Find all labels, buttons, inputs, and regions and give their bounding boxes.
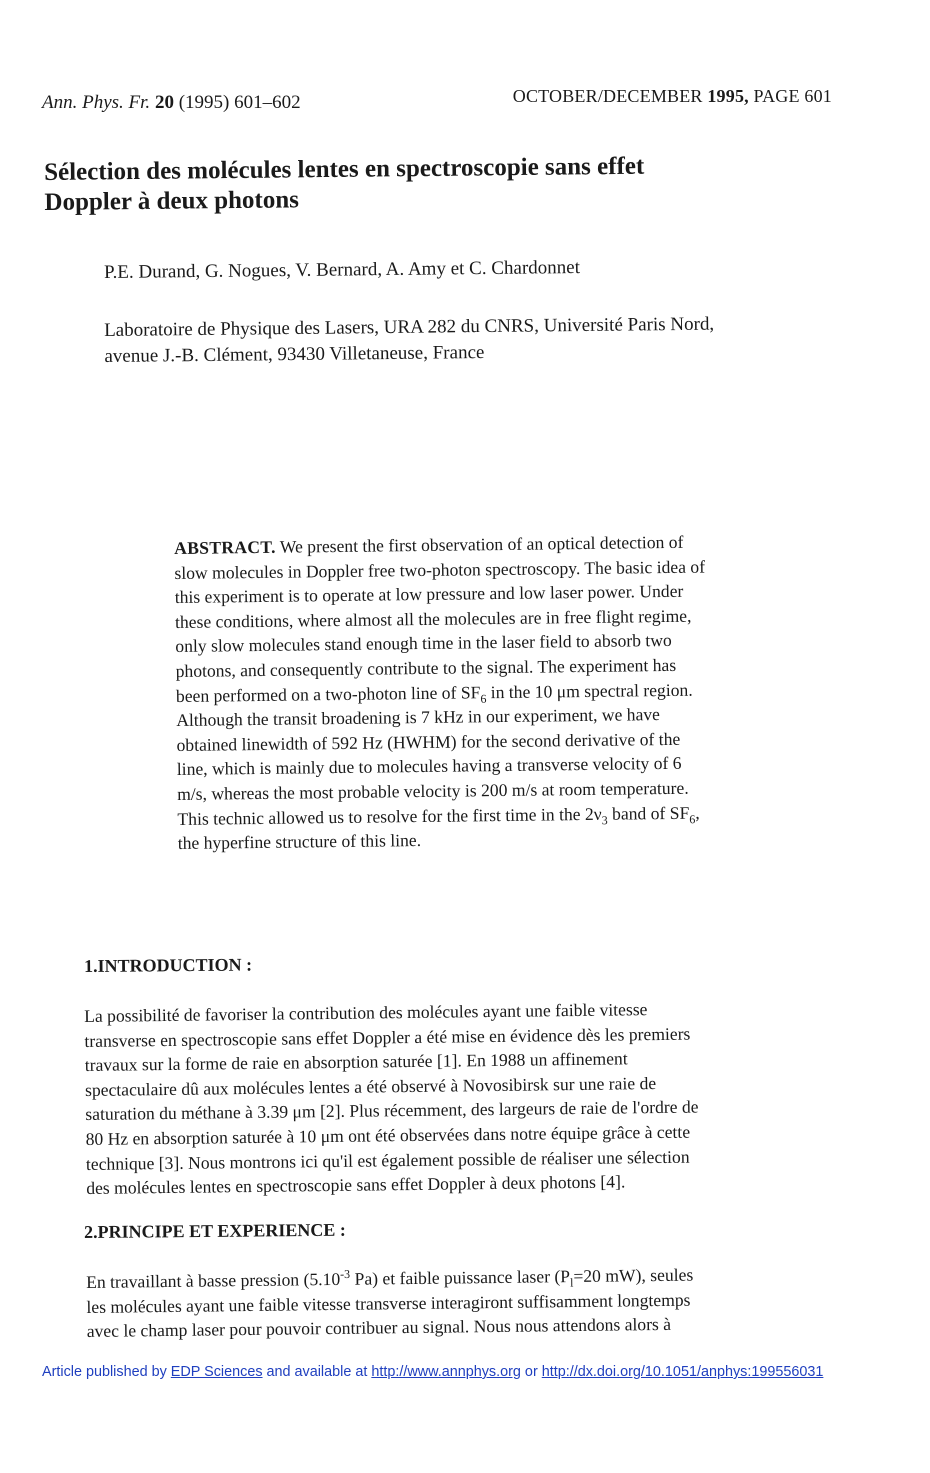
abstract-line: Although the transit broadening is 7 kHz in our experiment, we have bbox=[176, 704, 661, 731]
affiliation bbox=[104, 310, 865, 370]
affiliation-line-2: avenue J.-B. Clément, 93430 Villetaneuse, France bbox=[104, 342, 485, 367]
subscript: 6 bbox=[689, 811, 696, 826]
abstract-line: m/s, whereas the most probable velocity is 200 m/s at room temperature. bbox=[177, 777, 689, 804]
abstract-line: this experiment is to operate at low pressure and low laser power. Under bbox=[174, 580, 684, 608]
affiliation-line-1: Laboratoire de Physique des Lasers, URA 282 du CNRS, Université Paris Nord, bbox=[104, 313, 715, 341]
paragraph-line: travaux sur la forme de raie en absorption saturée [1]. En 1988 un affinement bbox=[84, 1048, 628, 1076]
superscript: -3 bbox=[340, 1266, 351, 1282]
abstract-line: photons, and consequently contribute to the signal. The experiment has bbox=[175, 654, 677, 681]
introduction-paragraph bbox=[84, 995, 836, 1201]
paragraph-line: En travaillant à basse pression ($5.10^{-3}$ Pa) et faible puissance laser ($P_l=20$ mW), seules bbox=[86, 1264, 694, 1292]
abstract-line: these conditions, where almost all the molecules are in free flight regime, bbox=[174, 605, 692, 632]
paragraph-line: spectaculaire dû aux molécules lentes a été observé à Novosibirsk sur une raie de bbox=[84, 1072, 657, 1100]
journal-year-pages: (1995) 601–602 bbox=[178, 92, 301, 113]
abstract bbox=[174, 528, 826, 856]
paragraph-line: saturation du méthane à 3.39 μm [2]. Plus récemment, des largeurs de raie de l'ordre de bbox=[85, 1096, 699, 1125]
paragraph-line: 80 Hz en absorption saturée à 10 μm ont été observées dans notre équipe grâce à cette bbox=[85, 1121, 691, 1149]
publisher-link[interactable]: EDP Sciences bbox=[170, 1364, 263, 1380]
paragraph-line: transverse en spectroscopie sans effet Doppler a été mise en évidence dès les premiers bbox=[84, 1023, 691, 1051]
abstract-line: ABSTRACT. We present the first observation of an optical detection of bbox=[174, 531, 684, 558]
abstract-line: obtained linewidth of 592 Hz (HWHM) for the second derivative of the bbox=[176, 728, 681, 755]
journal-citation bbox=[42, 92, 301, 114]
title-line-1: Sélection des molécules lentes en spectroscopie sans effet bbox=[44, 152, 645, 186]
abstract-line: line, which is mainly due to molecules having a transverse velocity of 6 bbox=[176, 753, 682, 780]
section-heading-introduction: 1.INTRODUCTION : bbox=[84, 954, 253, 976]
abstract-line: the hyperfine structure of this line. bbox=[177, 830, 422, 854]
title-line-2: Doppler à deux photons bbox=[44, 186, 300, 216]
journal-name: Ann. Phys. Fr. bbox=[42, 92, 151, 113]
subscript: l bbox=[570, 1275, 574, 1290]
paragraph-line: technique [3]. Nous montrons ici qu'il est également possible de réaliser une sélection bbox=[85, 1146, 690, 1174]
paper-title bbox=[44, 150, 845, 218]
paragraph-line: des molécules lentes en spectroscopie sans effet Doppler à deux photons [4]. bbox=[86, 1171, 626, 1199]
doi-link[interactable]: http://dx.doi.org/10.1051/anphys:199556031 bbox=[541, 1364, 824, 1380]
abstract-lead: ABSTRACT. bbox=[174, 536, 276, 558]
journal-url-link[interactable]: http://www.annphys.org bbox=[371, 1364, 521, 1380]
paragraph-line: avec le champ laser pour pouvoir contribuer au signal. Nous nous attendons alors à bbox=[86, 1314, 672, 1342]
issue-year: 1995, bbox=[707, 86, 749, 106]
section-heading-principe: 2.PRINCIPE ET EXPERIENCE : bbox=[84, 1219, 346, 1242]
subscript: 3 bbox=[601, 812, 608, 827]
abstract-line: This technic allowed us to resolve for the first time in the $2\nu_3$ band of $SF_6$, bbox=[177, 802, 700, 829]
paragraph-line: les molécules ayant une faible vitesse transverse interagiront suffisamment longtemps bbox=[86, 1289, 691, 1317]
abstract-line: been performed on a two-photon line of $SF_6$ in the 10 μm spectral region. bbox=[175, 679, 693, 706]
abstract-line: slow molecules in Doppler free two-photon spectroscopy. The basic idea of bbox=[174, 556, 706, 583]
paragraph-line: La possibilité de favoriser la contribution des molécules ayant une faible vitesse bbox=[84, 999, 648, 1026]
author-list: P.E. Durand, G. Nogues, V. Bernard, A. Amy et C. Chardonnet bbox=[104, 257, 581, 283]
issue-info bbox=[513, 86, 832, 107]
principe-paragraph bbox=[86, 1261, 837, 1344]
issue-label: OCTOBER/DECEMBER bbox=[512, 86, 703, 106]
subscript: 6 bbox=[480, 691, 487, 706]
journal-volume: 20 bbox=[154, 92, 174, 113]
abstract-line: only slow molecules stand enough time in the laser field to absorb two bbox=[175, 630, 672, 657]
publication-footer: Article published by EDP Sciences and available at http://www.annphys.org or http://dx.doi.org/10.1051/anphys:199556031 bbox=[42, 1364, 824, 1380]
page-label: PAGE 601 bbox=[753, 86, 832, 106]
